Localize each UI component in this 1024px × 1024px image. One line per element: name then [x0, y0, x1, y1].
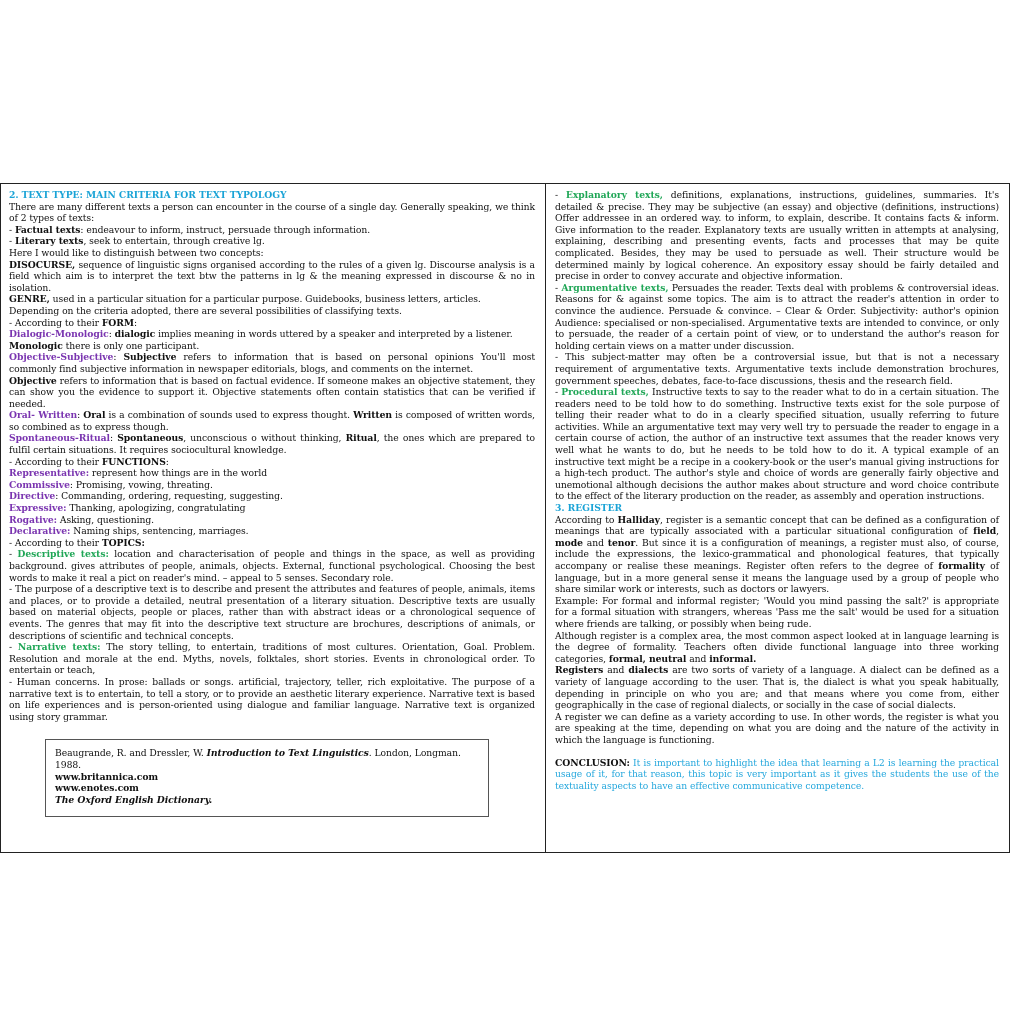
paragraph-explanatory: - Explanatory texts, definitions, explanations, instructions, guidelines, summaries. It's detailed & precise. They may be subjective (an essay) and objective (definitions, instructions) Offer addressee in an ordered way. to inform, to explain, describe. It contains facts & inform. Give information to the reader. Explanatory texts are usually written in attempts at analysing, explaining, describing and presenting events, facts and processes that may be quite complicated. Besides, they may be used to persuade as well. Their structure would be determined mainly by logical coherence. An expository essay should be fairly detailed and precise in order to convey accurate and objective information. — [555, 190, 999, 283]
spacer — [555, 747, 999, 758]
paragraph-narrative: - Narrative texts: The story telling, to entertain, traditions of most cultures. Orientation, Goal. Problem. Resolution and morale at the end. Myths, novels, folktales, short stories. Events in chronological order. To entertain or teach, — [9, 642, 535, 677]
paragraph-conclusion: CONCLUSION: It is important to highlight the idea that learning a L2 is learning the practical usage of it, for that reason, this topic is very important as it gives the students the use of the textuality aspects to have an effective communicative competence. — [555, 757, 999, 792]
function-item: Rogative: Asking, questioning. — [9, 514, 155, 526]
reference-item: www.enotes.com — [55, 783, 139, 795]
references-box — [45, 739, 489, 817]
paragraph-topics: - According to their TOPICS: — [9, 537, 145, 549]
paragraph-subject-matter: - This subject-matter may often be a controversial issue, but that is not a necessary requirement of argumentative texts. Argumentative texts include demonstration brochures, government speeches, debates, face-to-face discussions, thesis and the research field. — [555, 352, 999, 387]
document-sheet — [0, 183, 1010, 853]
paragraph-spontaneous-ritual: Spontaneous-Ritual: Spontaneous, unconscious o without thinking, Ritual, the ones which are prepared to fulfil certain situations. It requires sociocultural knowledge. — [9, 433, 535, 457]
paragraph-oral-written: Oral- Written: Oral is a combination of sounds used to express thought. Written is composed of written words, so combined as to express though. — [9, 410, 535, 433]
function-item: Expressive: Thanking, apologizing, congratulating — [9, 503, 246, 515]
paragraph-literary: - Literary texts, seek to entertain, through creative lg. — [9, 236, 265, 248]
reference-item: Beaugrande, R. and Dressler, W. Introduction to Text Linguistics. London, Longman. 1988. — [55, 748, 461, 771]
section-heading-text-type: 2. TEXT TYPE: MAIN CRITERIA FOR TEXT TYPOLOGY — [9, 190, 287, 201]
right-column — [546, 184, 1009, 852]
paragraph-concepts: Here I would like to distinguish between two concepts: — [9, 247, 264, 259]
paragraph-discourse: DISOCURSE, sequence of linguistic signs organised according to the rules of a given lg. Discourse analysis is a field which aim is to interpret the text btw the patterns in lg & the meaning expressed in discourse & no in isolation. — [9, 259, 535, 294]
paragraph-objective-subjective: Objective-Subjective: Subjective refers to information that is based on personal opinions You'll most commonly find subjective information in newspaper editorials, blogs, and comments on the internet. — [9, 352, 535, 375]
paragraph-criteria: Depending on the criteria adopted, there are several possibilities of classifying texts. — [9, 305, 402, 317]
paragraph-descriptive: - Descriptive texts: location and characterisation of people and things in the space, as well as providing background. gives attributes of people, animals, objects. External, functional psychological. Choosing the best words to make it real a pict on reader's mind. – appeal to 5 senses. Secondary role. — [9, 549, 535, 584]
paragraph-narrative-human: - Human concerns. In prose: ballads or songs. artificial, trajectory, teller, rich exploitative. The purpose of a narrative text is to entertain, to tell a story, or to provide an aesthetic literary experience. Narrative text is based on life experiences and is person-oriented using dialogue and familiar language. Narrative text is organized using story grammar. — [9, 676, 535, 723]
paragraph-dialogic: Dialogic-Monologic: dialogic implies meaning in words uttered by a speaker and interpreted by a listener. — [9, 329, 513, 341]
paragraph-argumentative: - Argumentative texts, Persuades the reader. Texts deal with problems & controversial ideas. Reasons for & against some topics. The aim is to attract the reader's attention in order to convince the audience. Persuade & convince. – Clear & Order. Subjectivity: author's opinion Audience: specialised or non-specialised. Argumentative texts are intended to convince, or only to persuade, the reader of a certain point of view, or to understand the author's reason for holding certain views on a matter under discussion. — [555, 282, 999, 352]
paragraph-genre: GENRE, used in a particular situation for a particular purpose. Guidebooks, business letters, articles. — [9, 294, 481, 306]
paragraph-register-definition: According to Halliday, register is a semantic concept that can be defined as a configuration of meanings that are typically associated with a particular situational configuration of field, mode and tenor. But since it is a configuration of meanings, a register must also, of course, include the expressions, the lexico-grammatical and phonological features, that typically accompany or realise these meanings. Register often refers to the degree of formality of language, but in a more general sense it means the language used by a group of people who share similar work or interests, such as doctors or lawyers. — [555, 514, 999, 596]
function-item: Commissive: Promising, vowing, threating. — [9, 479, 213, 491]
paragraph-register-complex: Although register is a complex area, the most common aspect looked at in language learning is the degree of formality. Teachers often divide functional language into three working categories, formal, neutral and informal. — [555, 630, 999, 665]
paragraph-descriptive-purpose: - The purpose of a descriptive text is to describe and present the attributes and features of people, animals, items and places, or to provide a detailed, neutral presentation of a literary situation. Descriptive texts are usually based on material objects, people or places, rather than with abstract ideas or a chronological sequence of events. The genres that may fit into the descriptive text structure are brochures, descriptions of animals, or descriptions of scientific and technical concepts. — [9, 584, 535, 642]
function-item: Declarative: Naming ships, sentencing, marriages. — [9, 526, 249, 538]
reference-item: The Oxford English Dictionary. — [55, 794, 213, 806]
reference-item: www.britannica.com — [55, 771, 159, 783]
paragraph-register-example: Example: For formal and informal register; 'Would you mind passing the salt?' is appropriate for a formal situation with strangers, whereas 'Pass me the salt' would be used for a situation where friends are talking, or possibly when being rude. — [555, 595, 999, 630]
paragraph-register-dialects: Registers and dialects are two sorts of variety of a language. A dialect can be defined as a variety of language according to the user. That is, the dialect is what you speak habitually, depending in principle on who you are; and that means where you come from, either geographically in the case of regional dialects, or socially in the case of social dialects. — [555, 665, 999, 712]
paragraph-monologic: Monologic there is only one participant. — [9, 340, 200, 352]
paragraph-functions: - According to their FUNCTIONS: — [9, 456, 169, 468]
paragraph-intro: There are many different texts a person can encounter in the course of a single day. Generally speaking, we think of 2 types of texts: — [9, 201, 535, 225]
left-column — [1, 184, 546, 852]
paragraph-procedural: - Procedural texts, Instructive texts to say to the reader what to do in a certain situation. The readers need to be told how to do something. Instructive texts exist for the sole purpose of telling their reader what to do in a clearly specified situation, usually referring to future activities. While an argumentative text may very well try to persuade the reader to engage in a certain course of action, the author of an instructive text assumes that the reader knows very well what he wants to do, but he needs to be told how to do it. A typical example of an instructive text might be a recipe in a cookery-book or the user's manual giving instructions for a high-tech product. The author's style and choice of words are generally fairly objective and unemotional although decisions the author makes about structure and word choice contribute to the effect of the literary production on the reader, as assembly and operation instructions. — [555, 387, 999, 503]
paragraph-form: - According to their FORM: — [9, 317, 137, 329]
function-item: Directive: Commanding, ordering, requesting, suggesting. — [9, 491, 283, 503]
paragraph-factual: - Factual texts: endeavour to inform, instruct, persuade through information. — [9, 224, 371, 236]
paragraph-objective: Objective refers to information that is based on factual evidence. If someone makes an objective statement, they can show you the evidence to support it. Objective statements often contain statistics that can be verified if needed. — [9, 375, 535, 410]
function-item: Representative: represent how things are in the world — [9, 468, 268, 480]
section-heading-register: 3. REGISTER — [555, 503, 623, 515]
paragraph-register-use: A register we can define as a variety according to use. In other words, the register is what you are speaking at the time, depending on what you are doing and the nature of the activity in which the language is functioning. — [555, 711, 999, 746]
